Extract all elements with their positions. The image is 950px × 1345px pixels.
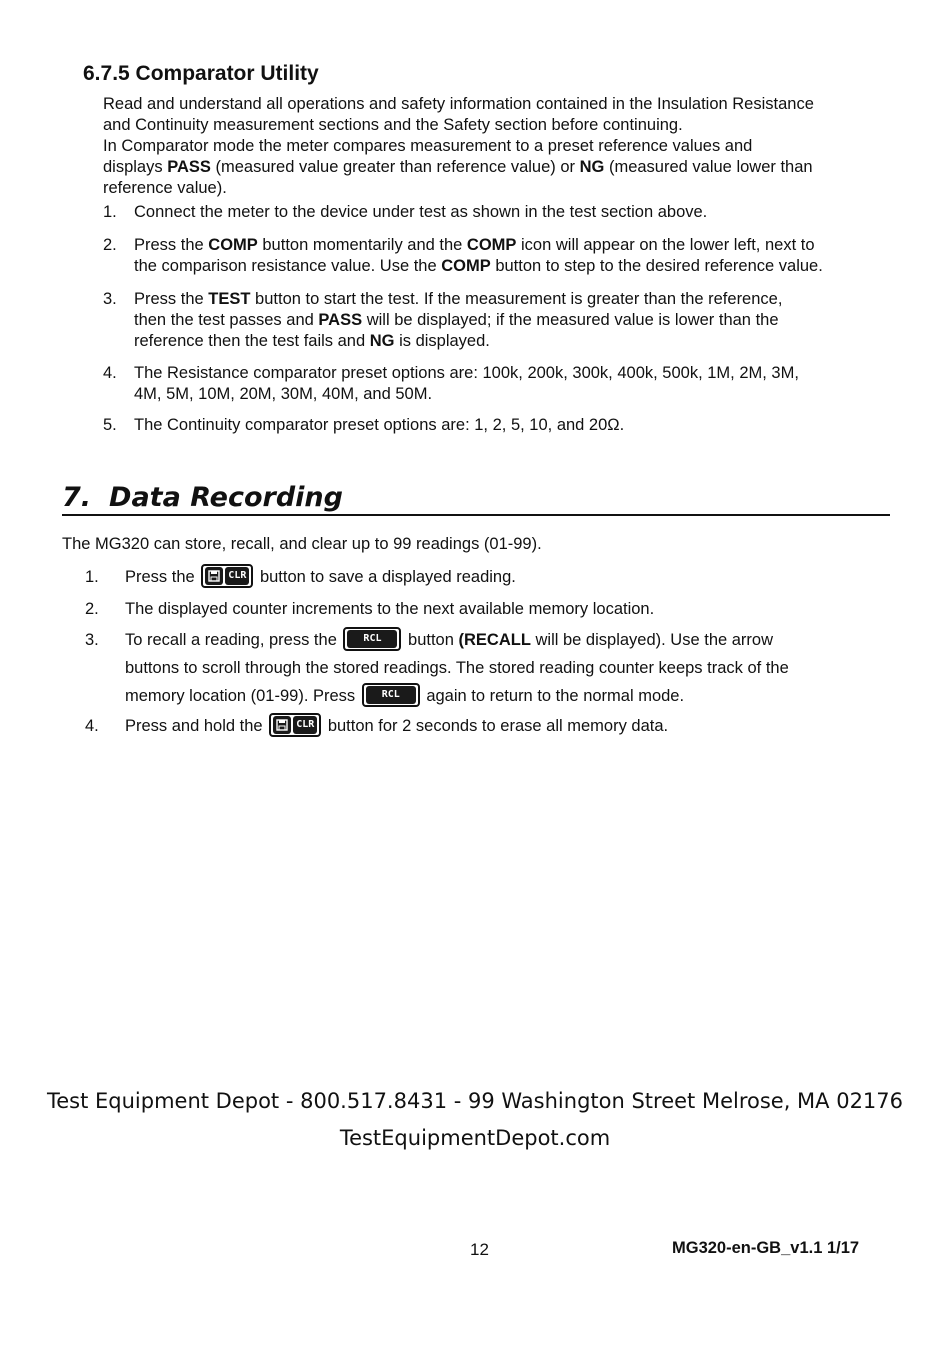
- step-text: The Resistance comparator preset options are: 100k, 200k, 300k, 400k, 500k, 1M, 2M, 3M, 4M, 5M, 10M, 20M, 30M, 40M, and 50M.: [134, 364, 799, 403]
- step-number: 4.: [85, 717, 99, 735]
- document-id: MG320-en-GB_v1.1 1/17: [672, 1239, 860, 1257]
- step-number: 1.: [85, 568, 99, 586]
- comparator-intro: [103, 94, 903, 199]
- step-text: The displayed counter increments to the next available memory location.: [125, 600, 655, 618]
- step-text: To recall a reading, press the RCL button (RECALL will be displayed). Use the arrow buttons to scroll through the stored readings. The stored reading counter keeps track of the memory location (01-99). Press RCL again to return to the normal mode.: [125, 626, 789, 710]
- step-text: Connect the meter to the device under test as shown in the test section above.: [134, 203, 708, 221]
- step-text: Press and hold the CLR button for 2 seconds to erase all memory data.: [125, 712, 668, 740]
- section-heading-comparator: 6.7.5 Comparator Utility: [83, 62, 319, 85]
- save-clear-button-icon: CLR: [201, 564, 253, 588]
- step-text: Press the COMP button momentarily and the COMP icon will appear on the lower left, next to the comparison resistance value. Use the COMP button to step to the desired reference value.: [134, 236, 823, 275]
- recall-button-icon: RCL: [362, 683, 420, 707]
- recall-button-icon: RCL: [343, 627, 401, 651]
- save-clear-button-icon: CLR: [269, 713, 321, 737]
- step-number: 3.: [103, 290, 117, 308]
- intro-line: Read and understand all operations and safety information contained in the Insulation Resistance: [103, 95, 814, 113]
- data-recording-intro: The MG320 can store, recall, and clear up to 99 readings (01-99).: [62, 535, 542, 553]
- heading-rule: [62, 514, 890, 516]
- step-text: The Continuity comparator preset options are: 1, 2, 5, 10, and 20Ω.: [134, 416, 625, 434]
- step-text: Press the TEST button to start the test. If the measurement is greater than the reference, then the test passes and PASS will be displayed; if the measured value is lower than the reference then the test fails and NG is displayed.: [134, 290, 783, 350]
- section-heading-data-recording: 7. Data Recording: [62, 482, 343, 513]
- step-number: 2.: [85, 600, 99, 618]
- mode-line: reference value).: [103, 179, 227, 197]
- intro-line: and Continuity measurement sections and the Safety section before continuing.: [103, 116, 683, 134]
- step-number: 1.: [103, 203, 117, 221]
- mode-line: In Comparator mode the meter compares measurement to a preset reference values and: [103, 137, 753, 155]
- footer-website[interactable]: TestEquipmentDepot.com: [339, 1126, 611, 1150]
- step-number: 3.: [85, 631, 99, 649]
- page-number: 12: [470, 1240, 489, 1259]
- mode-line: displays PASS (measured value greater than reference value) or NG (measured value lower than: [103, 158, 813, 176]
- step-number: 5.: [103, 416, 117, 434]
- step-number: 4.: [103, 364, 117, 382]
- save-icon: [205, 567, 223, 585]
- step-number: 2.: [103, 236, 117, 254]
- footer-contact: Test Equipment Depot - 800.517.8431 - 99 Washington Street Melrose, MA 02176: [46, 1089, 904, 1113]
- step-text: Press the CLR button to save a displayed reading.: [125, 563, 516, 591]
- save-icon: [273, 716, 291, 734]
